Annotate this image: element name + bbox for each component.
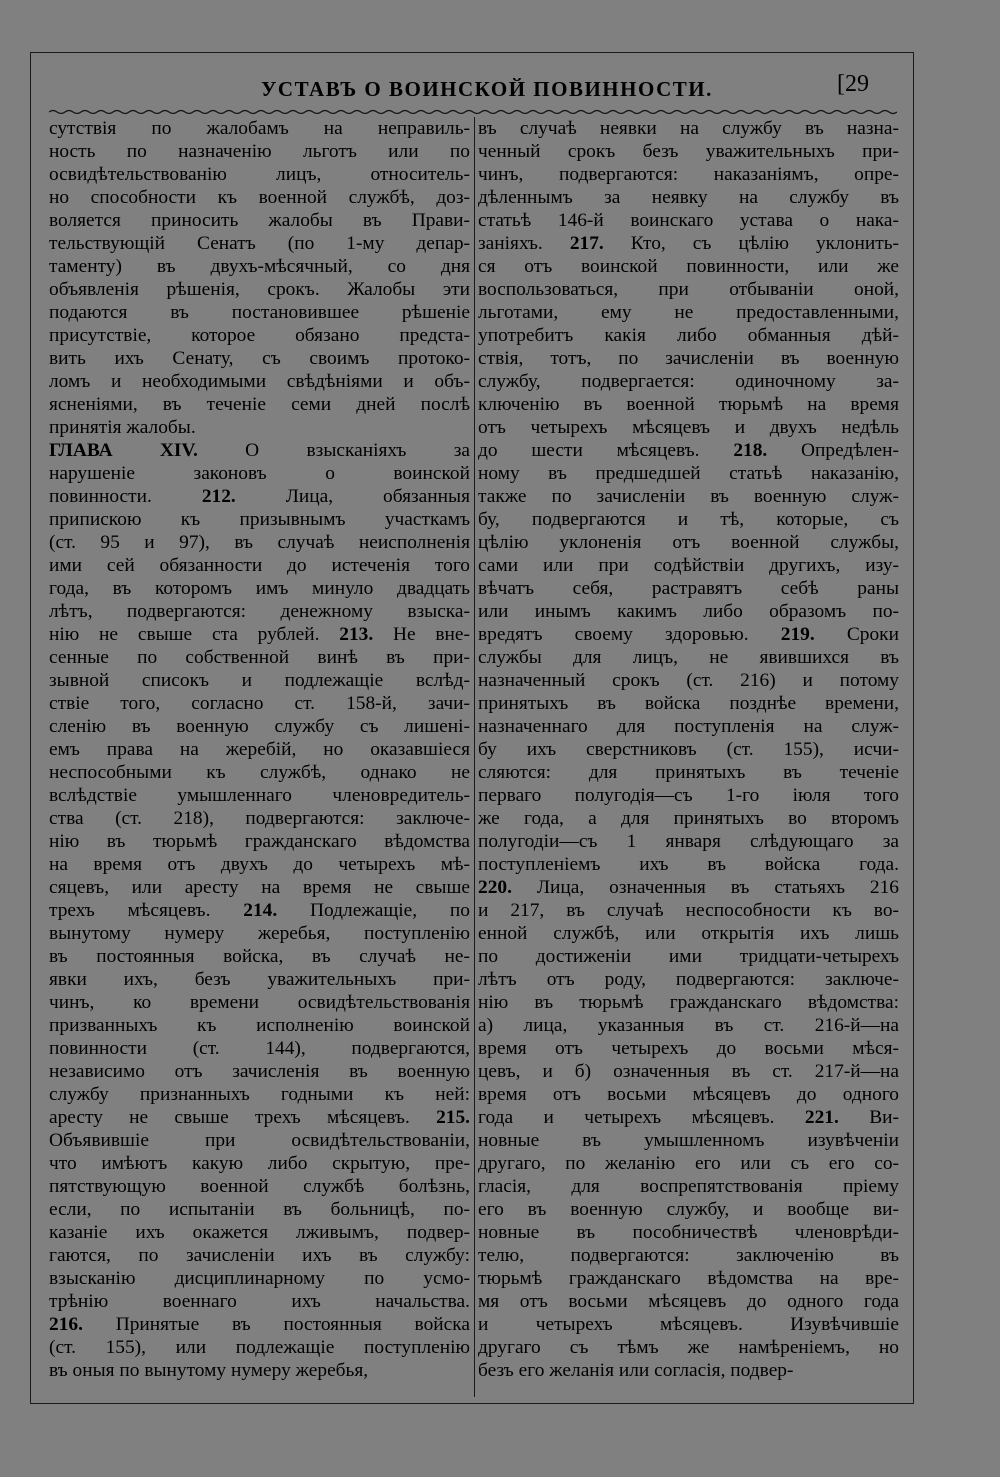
text-line: нарушеніе законовъ о воинской (49, 463, 470, 484)
text-line: дѣленнымъ за неявку на службу въ (478, 187, 899, 208)
text-line: взысканію дисциплинарному по усмо- (49, 1268, 470, 1289)
text-line: Объявившіе при освидѣтельствованіи, (49, 1130, 470, 1151)
text-line: ясненіями, въ теченіе семи дней послѣ (49, 394, 470, 415)
text-line: тюрьмѣ гражданскаго вѣдомства на вре- (478, 1268, 899, 1289)
text-line: мя отъ восьми мѣсяцевъ до одного года (478, 1291, 899, 1312)
text-line: повинности. 212. Лица, обязанныя (49, 486, 470, 507)
running-title: УСТАВЪ О ВОИНСКОЙ ПОВИННОСТИ. (261, 77, 713, 101)
text-line: безъ его желанія или согласія, подвер- (478, 1360, 794, 1381)
text-line: аресту не свыше трехъ мѣсяцевъ. 215. (49, 1107, 470, 1128)
text-line: явки ихъ, безъ уважительныхъ при- (49, 969, 470, 990)
text-line: его въ военную службу, и вообще ви- (478, 1199, 899, 1220)
text-line: назначеннаго для поступленія на служ- (478, 716, 899, 737)
text-line: статьѣ 146-й воинскаго устава о нака- (478, 210, 899, 231)
text-line: ства (ст. 218), подвергаются: заключе- (49, 808, 470, 829)
text-line: цевъ, и б) означенныя въ ст. 217-й—на (478, 1061, 899, 1082)
text-line: сленію въ военную службу съ лишені- (49, 716, 470, 737)
text-line: ими сей обязанности до истеченія того (49, 555, 470, 576)
text-line: повинности (ст. 144), подвергаются, (49, 1038, 470, 1059)
text-line: казаніе ихъ окажется лживымъ, подвер- (49, 1222, 470, 1243)
text-line: службы для лицъ, не явившихся въ (478, 647, 899, 668)
text-line: службу признанныхъ годными къ ней: (49, 1084, 470, 1105)
text-line: лѣтъ, подвергаются: денежному взыска- (49, 601, 470, 622)
text-line: ствіе того, согласно ст. 158-й, зачи- (49, 693, 470, 714)
column-divider (474, 117, 475, 1397)
text-line: но способности къ военной службѣ, доз- (49, 187, 470, 208)
page-number: [29 (837, 71, 869, 97)
text-line: (ст. 155), или подлежащіе поступленію (49, 1337, 470, 1358)
text-line: припискою къ призывнымъ участкамъ (49, 509, 470, 530)
text-line: трѣнію военнаго ихъ начальства. (49, 1291, 470, 1312)
text-line: таменту) въ двухъ-мѣсячный, со дня (49, 256, 470, 277)
text-line: а) лица, указанныя въ ст. 216-й—на (478, 1015, 899, 1036)
text-line: отъ четырехъ мѣсяцевъ и двухъ недѣль (478, 417, 899, 438)
text-line: ломъ и необходимыми свѣдѣніями и объ- (49, 371, 470, 392)
text-line: трехъ мѣсяцевъ. 214. Подлежащіе, по (49, 900, 470, 921)
text-line: ствія, тотъ, по зачисленіи въ военную (478, 348, 899, 369)
text-line: зывной списокъ и подлежащіе вслѣд- (49, 670, 470, 691)
text-line: года, въ которомъ имъ минуло двадцать (49, 578, 470, 599)
text-line: время отъ четырехъ до восьми мѣся- (478, 1038, 899, 1059)
text-line: цѣлію уклоненія отъ военной службы, (478, 532, 899, 553)
text-line: объявленія рѣшенія, срокъ. Жалобы эти (49, 279, 470, 300)
text-line: въ случаѣ неявки на службу въ назна- (478, 118, 899, 139)
text-line: время отъ восьми мѣсяцевъ до одного (478, 1084, 899, 1105)
text-line: сяцевъ, или аресту на время не свыше (49, 877, 470, 898)
text-line: тельствующій Сенатъ (по 1-му депар- (49, 233, 470, 254)
text-line: гаются, по зачисленіи ихъ въ службу: (49, 1245, 470, 1266)
text-line: принятыхъ въ войска позднѣе времени, (478, 693, 899, 714)
text-line: употребитъ какія либо обманныя дѣй- (478, 325, 899, 346)
text-line: вить ихъ Сенату, съ своимъ протоко- (49, 348, 470, 369)
text-line: бу ихъ сверстниковъ (ст. 155), исчи- (478, 739, 899, 760)
text-line: чинъ, подвергаются: наказаніямъ, опре- (478, 164, 899, 185)
text-line: ность по назначенію льготъ или по (49, 141, 470, 162)
text-line: 216. Принятые въ постоянныя войска (49, 1314, 470, 1335)
text-line: и четырехъ мѣсяцевъ. Изувѣчившіе (478, 1314, 899, 1335)
text-line: чинъ, ко времени освидѣтельствованія (49, 992, 470, 1013)
text-line: лѣтъ отъ роду, подвергаются: заключе- (478, 969, 899, 990)
running-header (31, 71, 913, 111)
text-line: вынутому нумеру жеребья, поступленію (49, 923, 470, 944)
text-line: сами или при содѣйствіи другихъ, изу- (478, 555, 899, 576)
text-line: другаго, по желанію его или съ его со- (478, 1153, 899, 1174)
text-line: призванныхъ къ исполненію воинской (49, 1015, 470, 1036)
text-line: поступленіемъ ихъ въ войска года. (478, 854, 899, 875)
text-line: другаго съ тѣмъ же намѣреніемъ, но (478, 1337, 899, 1358)
text-line: телю, подвергаются: заключенію въ (478, 1245, 899, 1266)
text-line: въ постоянныя войска, въ случаѣ не- (49, 946, 470, 967)
text-line: если, по испытаніи въ больницѣ, по- (49, 1199, 470, 1220)
text-line: или инымъ какимъ либо образомъ по- (478, 601, 899, 622)
text-line: ся отъ воинской повинности, или же (478, 256, 899, 277)
text-line: емъ права на жеребій, но оказавшіеся (49, 739, 470, 760)
text-line: до шести мѣсяцевъ. 218. Опредѣлен- (478, 440, 899, 461)
text-line: гласія, для воспрепятствованія пріему (478, 1176, 899, 1197)
right-text-column (478, 117, 899, 1382)
text-line: же года, а для принятыхъ во второмъ (478, 808, 899, 829)
text-line: нію въ тюрьмѣ гражданскаго вѣдомства (49, 831, 470, 852)
text-line: неспособными къ службѣ, однако не (49, 762, 470, 783)
left-text-column (49, 117, 470, 1382)
text-line: года и четырехъ мѣсяцевъ. 221. Ви- (478, 1107, 899, 1128)
text-line: по достиженіи ими тридцати-четырехъ (478, 946, 899, 967)
text-line: назначенный срокъ (ст. 216) и потому (478, 670, 899, 691)
text-line: на время отъ двухъ до четырехъ мѣ- (49, 854, 470, 875)
text-line: принятія жалобы. (49, 417, 196, 438)
text-line: вслѣдствіе умышленнаго членовредитель- (49, 785, 470, 806)
text-line: вѣчатъ себя, растравятъ себѣ раны (478, 578, 899, 599)
book-page (30, 52, 914, 1404)
text-line: нію не свыше ста рублей. 213. Не внe- (49, 624, 470, 645)
text-line: службу, подвергается: одиночному за- (478, 371, 899, 392)
text-line: вредятъ своему здоровью. 219. Сроки (478, 624, 899, 645)
text-line: нію въ тюрьмѣ гражданскаго вѣдомства: (478, 992, 899, 1013)
text-line: ключенію въ военной тюрьмѣ на время (478, 394, 899, 415)
wavy-header-rule (49, 109, 897, 115)
text-line: присутствіе, которое обязано предста- (49, 325, 470, 346)
text-line: также по зачисленіи въ военную служ- (478, 486, 899, 507)
text-line: енной службѣ, или открытія ихъ лишь (478, 923, 899, 944)
text-line: полугодіи—съ 1 января слѣдующаго за (478, 831, 899, 852)
text-line: ГЛАВА XIV. О взысканіяхъ за (49, 440, 470, 461)
text-line: ному въ предшедшей статьѣ наказанію, (478, 463, 899, 484)
text-line: новные въ пособничествѣ членоврѣди- (478, 1222, 899, 1243)
text-line: ченный срокъ безъ уважительныхъ при- (478, 141, 899, 162)
text-line: новные въ умышленномъ изувѣченіи (478, 1130, 899, 1151)
text-line: что имѣютъ какую либо скрытую, пре- (49, 1153, 470, 1174)
text-line: бу, подвергаются и тѣ, которые, съ (478, 509, 899, 530)
text-line: воспользоваться, при отбываніи оной, (478, 279, 899, 300)
text-line: независимо отъ зачисленія въ военную (49, 1061, 470, 1082)
text-line: сенные по собственной винѣ въ при- (49, 647, 470, 668)
text-line: сляются: для принятыхъ въ теченіе (478, 762, 899, 783)
text-line: пятствующую военной службѣ болѣзнь, (49, 1176, 470, 1197)
text-line: воляется приносить жалобы въ Прави- (49, 210, 470, 231)
text-line: сутствія по жалобамъ на неправиль- (49, 118, 470, 139)
text-line: (ст. 95 и 97), въ случаѣ неисполненія (49, 532, 470, 553)
text-line: перваго полугодія—съ 1-го іюля того (478, 785, 899, 806)
text-line: въ оныя по вынутому нумеру жеребья, (49, 1360, 369, 1381)
text-line: освидѣтельствованію лицъ, относитель- (49, 164, 470, 185)
text-line: льготами, ему не предоставленными, (478, 302, 899, 323)
text-line: 220. Лица, означенныя въ статьяхъ 216 (478, 877, 899, 898)
text-line: и 217, въ случаѣ неспособности къ во- (478, 900, 899, 921)
text-line: подаются въ постановившее рѣшеніе (49, 302, 470, 323)
text-line: заніяхъ. 217. Кто, съ цѣлію уклонить- (478, 233, 899, 254)
